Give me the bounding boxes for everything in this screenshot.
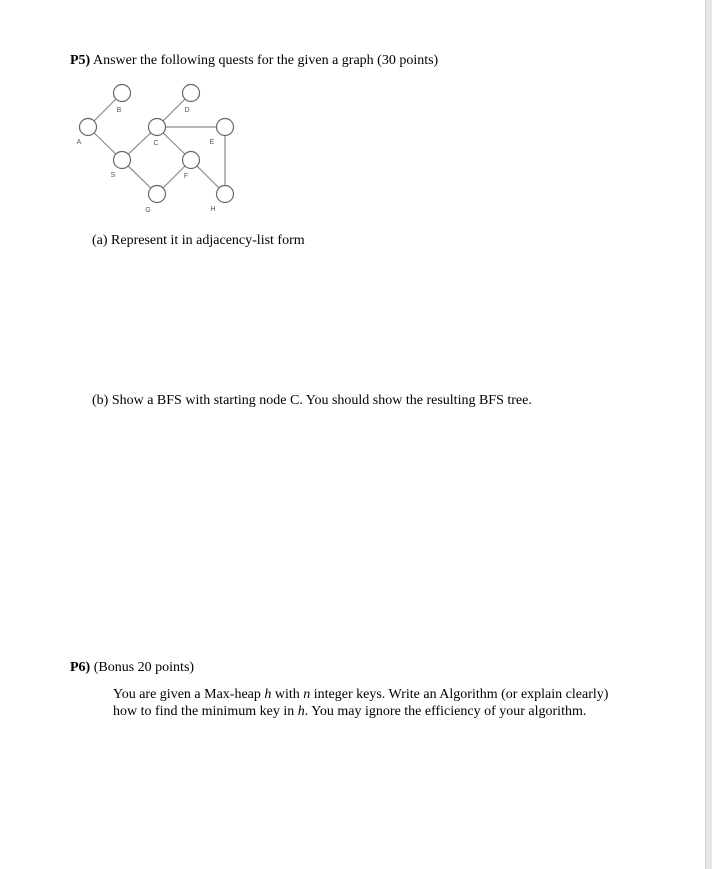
para-text-2: with <box>271 687 304 702</box>
para-text-1: You are given a Max-heap <box>113 687 265 702</box>
graph-node-label-h: H <box>210 206 216 213</box>
problem-6-paragraph <box>113 686 633 720</box>
graph-node-label-f: F <box>183 173 189 180</box>
problem-5-heading <box>70 52 438 69</box>
graph-node-label-d: D <box>184 107 190 114</box>
graph-nodes <box>77 85 234 215</box>
graph-node-e <box>217 119 234 136</box>
page-edge <box>705 0 712 869</box>
problem-5-text: Answer the following quests for the given a graph (30 points) <box>92 53 439 68</box>
problem-5-label: P5) <box>70 53 91 68</box>
graph-node-label-e: E <box>209 139 215 146</box>
graph-node-f <box>183 152 200 169</box>
graph-node-a <box>80 119 97 136</box>
graph-node-c <box>149 119 166 136</box>
problem-6-heading <box>70 659 194 676</box>
para-text-4: . You may ignore the efficiency of your algorithm. <box>304 704 587 719</box>
graph-node-label-s: S <box>110 172 116 179</box>
graph-node-b <box>114 85 131 102</box>
graph-node-label-a: A <box>76 139 82 146</box>
para-var-h-2: h <box>297 704 305 719</box>
part-a-text: (a) Represent it in adjacency-list form <box>92 233 305 248</box>
para-var-h: h <box>264 687 272 702</box>
graph-node-label-g: G <box>145 207 151 214</box>
para-var-n: n <box>303 687 311 702</box>
problem-6-label: P6) <box>70 660 91 675</box>
graph-figure <box>70 80 250 220</box>
para-text-3: integer keys. Write an Algorithm (or explain clearly) how to find the minimum key in <box>113 687 609 719</box>
problem-6-text: (Bonus 20 points) <box>93 660 195 675</box>
graph-node-g <box>149 186 166 203</box>
graph-node-s <box>114 152 131 169</box>
graph-node-label-b: B <box>116 107 122 114</box>
graph-node-label-c: C <box>153 140 159 147</box>
graph-node-h <box>217 186 234 203</box>
part-b-text: (b) Show a BFS with starting node C. You should show the resulting BFS tree. <box>92 393 532 408</box>
graph-node-d <box>183 85 200 102</box>
